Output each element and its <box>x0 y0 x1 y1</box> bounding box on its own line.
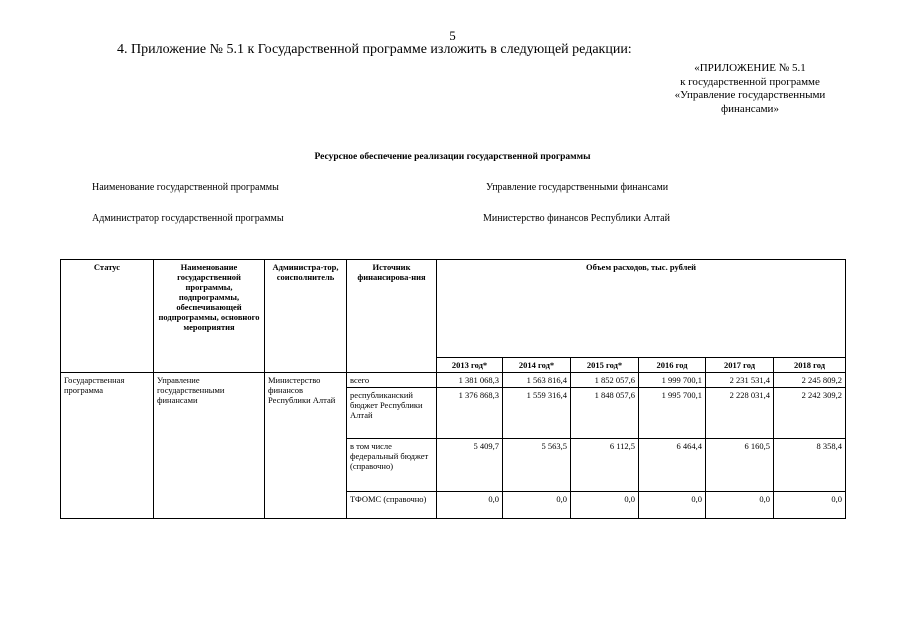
value-cell: 2 231 531,4 <box>706 373 774 388</box>
value-cell: 1 376 868,3 <box>437 388 503 439</box>
source-cell <box>347 439 437 492</box>
value-cell: 0,0 <box>774 492 846 519</box>
value-cell: 1 852 057,6 <box>571 373 639 388</box>
source-cell: республиканский бюджет Республики Алтай <box>347 388 437 439</box>
program-name-cell: Управление государственными финансами <box>154 373 265 519</box>
header-source: Источник финансирова-ния <box>347 260 437 373</box>
value-cell: 2 245 809,2 <box>774 373 846 388</box>
appendix-header <box>620 62 880 116</box>
value-cell: 2 242 309,2 <box>774 388 846 439</box>
value-cell: 1 999 700,1 <box>639 373 706 388</box>
page-number: 5 <box>449 28 456 43</box>
administrator-label: Администратор государственной программы <box>92 213 284 224</box>
value-cell: 6 160,5 <box>706 439 774 492</box>
header-year: 2013 год* <box>437 358 503 373</box>
administrator-value: Министерство финансов Республики Алтай <box>483 213 670 224</box>
header-year: 2018 год <box>774 358 846 373</box>
appendix-line-3: «Управление государственными <box>674 89 826 101</box>
value-cell: 6 112,5 <box>571 439 639 492</box>
header-year: 2015 год* <box>571 358 639 373</box>
appendix-line-2: к государственной программе <box>680 75 820 88</box>
value-cell: 1 848 057,6 <box>571 388 639 439</box>
table-heading: Ресурсное обеспечение реализации государственной программы <box>314 152 591 162</box>
status-cell: Государственная программа <box>61 373 154 519</box>
value-cell: 1 559 316,4 <box>503 388 571 439</box>
resource-table <box>60 259 846 519</box>
value-cell: 8 358,4 <box>774 439 846 492</box>
value-cell: 0,0 <box>706 492 774 519</box>
administrator-cell: Министерство финансов Республики Алтай <box>265 373 347 519</box>
source-cell: ТФОМС (справочно) <box>347 492 437 519</box>
intro-text: 4. Приложение № 5.1 к Государственной программе изложить в следующей редакции: <box>117 42 632 57</box>
value-cell: 1 381 068,3 <box>437 373 503 388</box>
program-name-value: Управление государственными финансами <box>486 182 669 193</box>
header-year: 2014 год* <box>503 358 571 373</box>
header-administrator: Администра-тор, соисполнитель <box>265 260 347 373</box>
header-status: Статус <box>61 260 154 373</box>
value-cell: 0,0 <box>639 492 706 519</box>
value-cell: 2 228 031,4 <box>706 388 774 439</box>
header-name: Наименование государственной программы, подпрограммы, обеспечивающей подпрограммы, основного мероприятия <box>154 260 265 373</box>
source-cell-line: в том числе <box>350 441 392 451</box>
value-cell: 0,0 <box>571 492 639 519</box>
appendix-line-4: финансами» <box>721 102 779 115</box>
value-cell: 1 563 816,4 <box>503 373 571 388</box>
appendix-line-1: «ПРИЛОЖЕНИЕ № 5.1 <box>694 62 806 74</box>
value-cell: 6 464,4 <box>639 439 706 492</box>
header-year: 2016 год <box>639 358 706 373</box>
value-cell: 5 409,7 <box>437 439 503 492</box>
header-year: 2017 год <box>706 358 774 373</box>
source-cell: всего <box>347 373 437 388</box>
source-cell-rest: федеральный бюджет (справочно) <box>350 451 429 471</box>
value-cell: 0,0 <box>503 492 571 519</box>
value-cell: 1 995 700,1 <box>639 388 706 439</box>
value-cell: 5 563,5 <box>503 439 571 492</box>
value-cell: 0,0 <box>437 492 503 519</box>
program-name-label: Наименование государственной программы <box>92 182 279 193</box>
header-volume: Объем расходов, тыс. рублей <box>437 260 846 358</box>
table-row <box>61 373 846 388</box>
